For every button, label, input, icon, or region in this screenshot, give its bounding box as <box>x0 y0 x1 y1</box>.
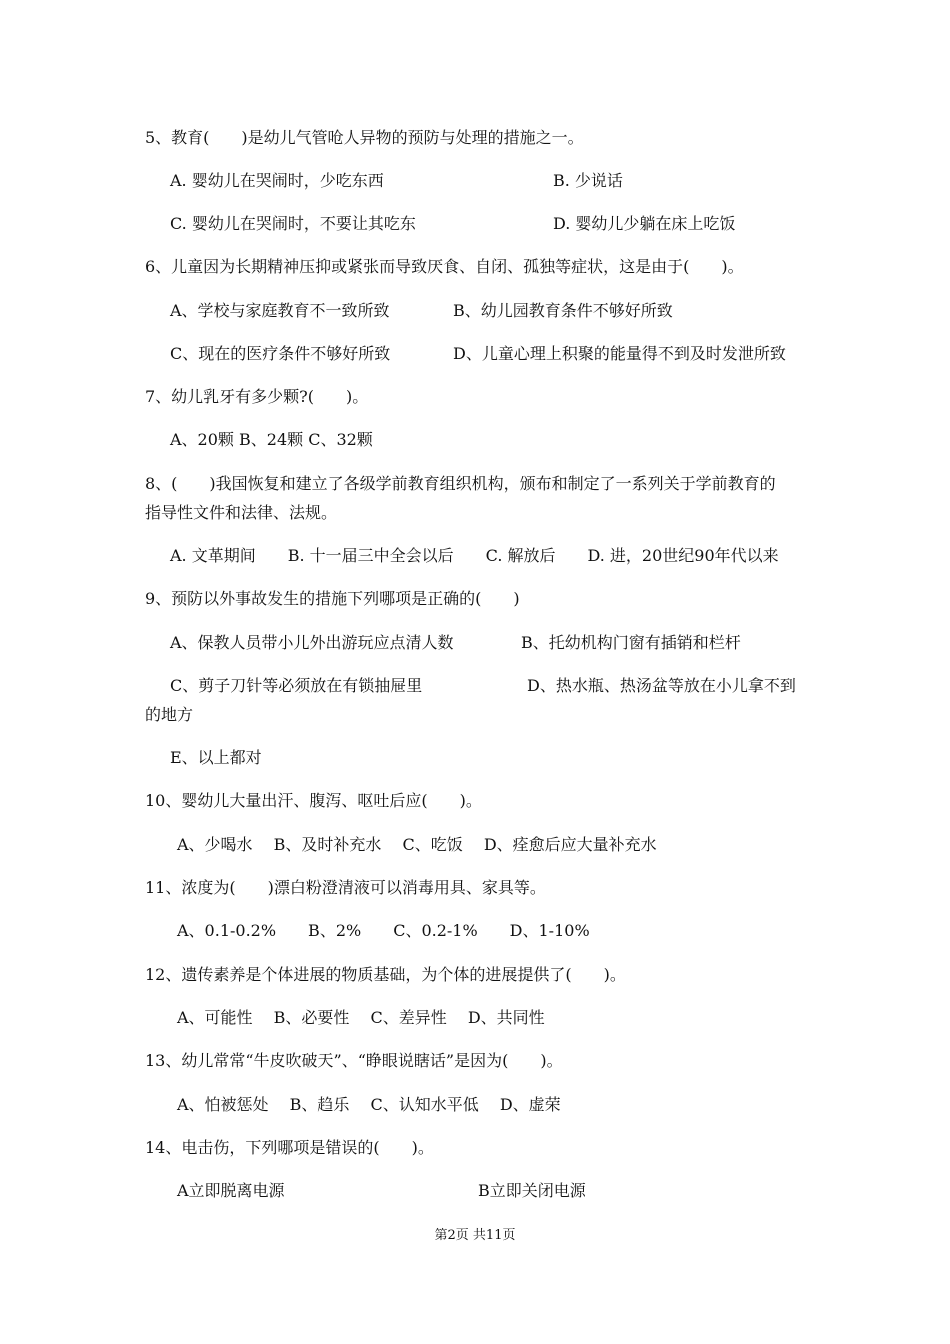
q10-options: A、少喝水 B、及时补充水 C、吃饭 D、痊愈后应大量补充水 <box>177 835 657 854</box>
q13-stem: 13、幼儿常常“牛皮吹破天”、“睁眼说瞎话”是因为( )。 <box>145 1051 563 1070</box>
q8-options: A. 文革期间 B. 十一届三中全会以后 C. 解放后 D. 进，20世纪90年代以来 <box>170 546 779 565</box>
q5-option-c: C. 婴幼儿在哭闹时，不要让其吃东 <box>170 214 416 233</box>
q9-option-e: E、以上都对 <box>170 748 262 767</box>
q6-option-b: B、幼儿园教育条件不够好所致 <box>453 301 673 320</box>
q9-option-a: A、保教人员带小儿外出游玩应点清人数 <box>170 633 454 652</box>
q6-option-d: D、儿童心理上积聚的能量得不到及时发泄所致 <box>453 344 786 363</box>
q13-options: A、怕被惩处 B、趋乐 C、认知水平低 D、虚荣 <box>177 1095 561 1114</box>
q6-stem: 6、儿童因为长期精神压抑或紧张而导致厌食、自闭、孤独等症状，这是由于( )。 <box>145 257 744 276</box>
q9-option-c: C、剪子刀针等必须放在有锁抽屉里 <box>170 676 423 695</box>
q7-stem: 7、幼儿乳牙有多少颗?( )。 <box>145 387 369 406</box>
q11-options: A、0.1-0.2% B、2% C、0.2-1% D、1-10% <box>177 921 590 940</box>
q14-stem: 14、电击伤，下列哪项是错误的( )。 <box>145 1138 434 1157</box>
q7-options: A、20颗 B、24颗 C、32颗 <box>170 430 373 449</box>
q12-stem: 12、遗传素养是个体进展的物质基础，为个体的进展提供了( )。 <box>145 965 626 984</box>
q14-option-a: A立即脱离电源 <box>177 1181 285 1200</box>
q6-option-a: A、学校与家庭教育不一致所致 <box>170 301 390 320</box>
q5-option-a: A. 婴幼儿在哭闹时，少吃东西 <box>170 171 384 190</box>
q10-stem: 10、婴幼儿大量出汗、腹泻、呕吐后应( )。 <box>145 791 482 810</box>
q9-option-d-line2: 的地方 <box>145 705 194 724</box>
q9-option-b: B、托幼机构门窗有插销和栏杆 <box>521 633 741 652</box>
q8-stem-line1: 8、( )我国恢复和建立了各级学前教育组织机构，颁布和制定了一系列关于学前教育的 <box>145 474 776 493</box>
q5-option-b: B. 少说话 <box>553 171 623 190</box>
q5-stem: 5、教育( )是幼儿气管呛人异物的预防与处理的措施之一。 <box>145 128 584 147</box>
page-number-footer: 第2页 共11页 <box>434 1228 516 1243</box>
q11-stem: 11、浓度为( )漂白粉澄清液可以消毒用具、家具等。 <box>145 878 546 897</box>
q8-stem-line2: 指导性文件和法律、法规。 <box>145 503 338 522</box>
q9-stem: 9、预防以外事故发生的措施下列哪项是正确的( ) <box>145 589 520 608</box>
q9-option-d-line1: D、热水瓶、热汤盆等放在小儿拿不到 <box>527 676 796 695</box>
q6-option-c: C、现在的医疗条件不够好所致 <box>170 344 391 363</box>
q12-options: A、可能性 B、必要性 C、差异性 D、共同性 <box>177 1008 545 1027</box>
q5-option-d: D. 婴幼儿少躺在床上吃饭 <box>553 214 736 233</box>
q14-option-b: B立即关闭电源 <box>478 1181 586 1200</box>
